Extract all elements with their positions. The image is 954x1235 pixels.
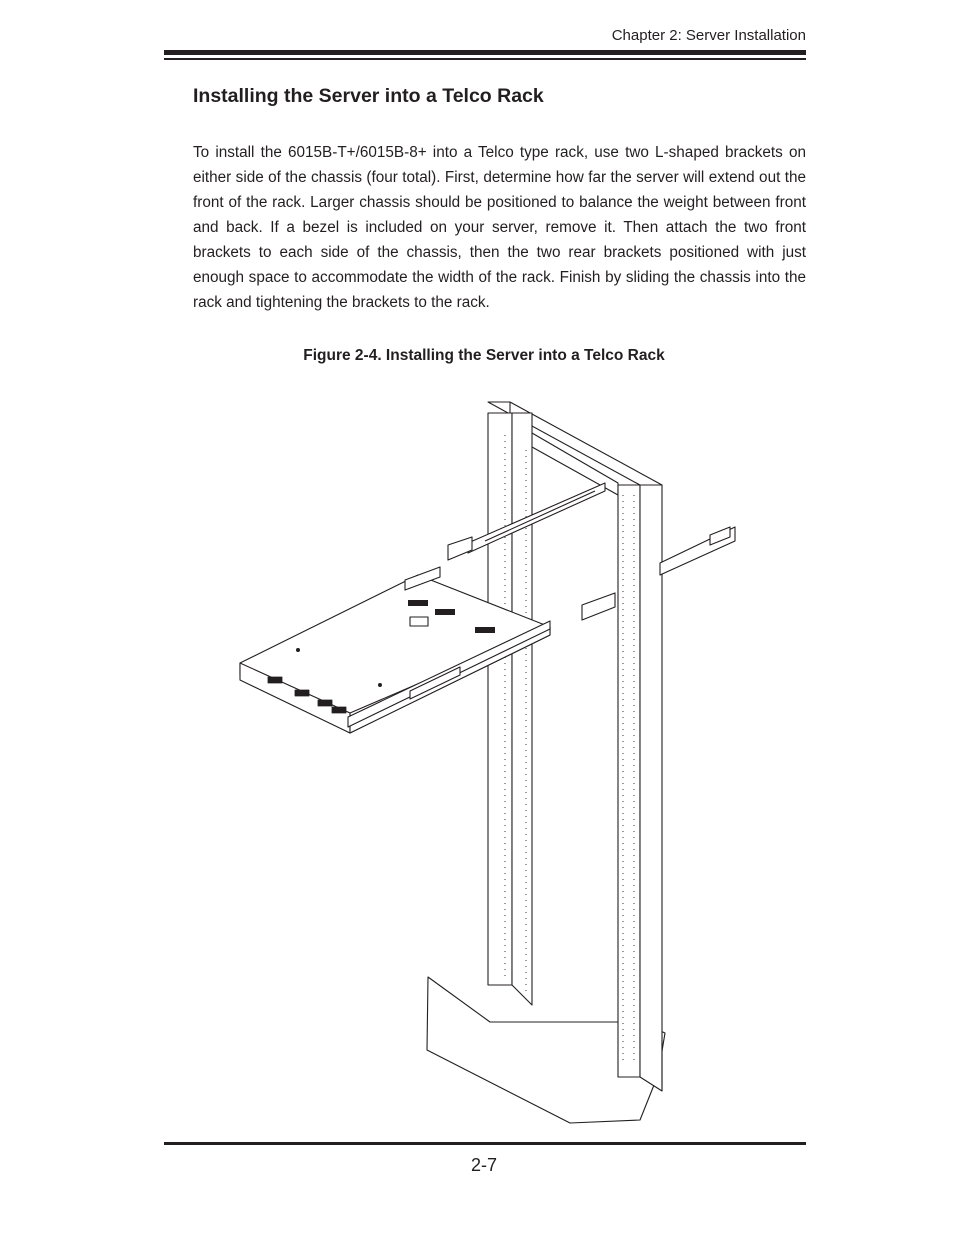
- telco-rack-illustration: [220, 395, 760, 1135]
- front-left-bracket: [448, 537, 472, 560]
- rear-right-bracket: [582, 593, 615, 620]
- header-rule-thick: [164, 50, 806, 55]
- header-rule-thin: [164, 58, 806, 60]
- figure-caption: Figure 2-4. Installing the Server into a Telco Rack: [303, 347, 665, 364]
- footer-rule: [164, 1142, 806, 1145]
- body-paragraph: To install the 6015B-T+/6015B-8+ into a Telco type rack, use two L-shaped brackets on either side of the chassis (four total). First, determine how far the server will extend out the front of the rack. Larger chassis should be positioned to balance the weight between front and back. If a bezel is included on your server, remove it. Then attach the two front brackets to each side of the chassis, then the two rear brackets positioned with just enough space to accommodate the width of the rack. Finish by sliding the chassis into the rack and tightening the brackets to the rack.: [193, 144, 806, 311]
- rack-right-upright: [618, 485, 640, 1077]
- chapter-header: Chapter 2: Server Installation: [611, 27, 806, 44]
- page-number: 2-7: [470, 1155, 497, 1175]
- section-title: Installing the Server into a Telco Rack: [193, 85, 544, 107]
- rear-rail-extension: [660, 527, 735, 575]
- rack-left-upright: [488, 413, 512, 985]
